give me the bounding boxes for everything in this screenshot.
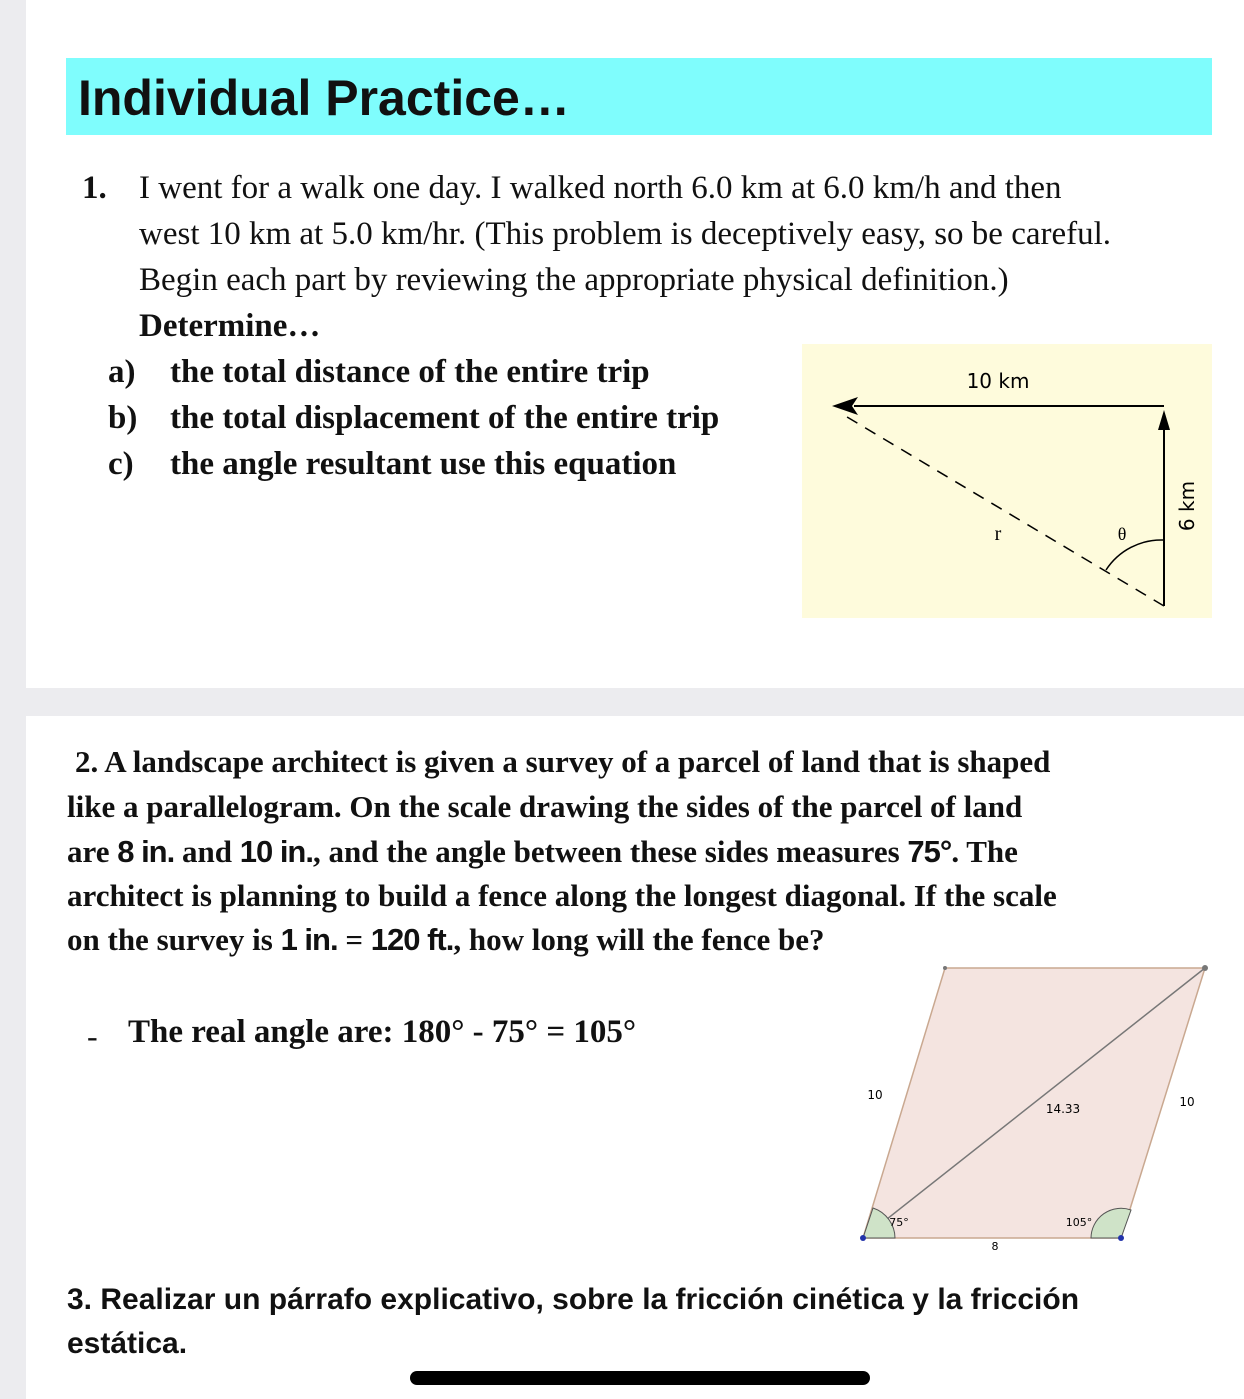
q2-scale-120ft: 120 ft. (370, 922, 454, 957)
question-2-line-5 (67, 922, 825, 958)
q2-line3-g: . The (951, 834, 1018, 869)
real-angle-text: The real angle are: 180° - 75° = 105° (128, 1014, 637, 1050)
label-left-side: 10 (867, 1088, 883, 1102)
question-2-line-2: like a parallelogram. On the scale drawing the sides of the parcel of land (67, 789, 1023, 824)
question-1-determine: Determine… (139, 308, 321, 344)
label-angle-75: 75° (889, 1216, 909, 1229)
label-10km: 10 km (966, 369, 1030, 393)
label-bottom: 8 (991, 1240, 999, 1253)
q2-line5-a: on the survey is (67, 922, 281, 957)
home-indicator[interactable] (410, 1371, 870, 1385)
label-diagonal: 14.33 (1045, 1102, 1081, 1116)
title-banner (66, 58, 1212, 135)
label-r: r (994, 523, 1002, 545)
q2-line5-c: = (337, 922, 371, 957)
north-arrowhead (1158, 410, 1170, 430)
part-b-text: the total displacement of the entire trip (170, 400, 720, 436)
question-1-line-2: west 10 km at 5.0 km/hr. (This problem is deceptively easy, so be careful. (139, 216, 1112, 252)
vector-diagram-svg (802, 344, 1212, 618)
label-theta: θ (1117, 524, 1127, 544)
question-2-line-1: 2. A landscape architect is given a survey of a parcel of land that is shaped (75, 744, 1051, 779)
parallelogram-svg (855, 960, 1215, 1260)
q2-line3-a: are (67, 834, 118, 869)
q2-angle-75: 75° (907, 834, 952, 869)
q2-side-8in: 8 in. (117, 834, 175, 869)
question-2-line-4: architect is planning to build a fence along the longest diagonal. If the scale (67, 878, 1057, 913)
question-3-line-1: 3. Realizar un párrafo explicativo, sobre la fricción cinética y la fricción (67, 1283, 1080, 1316)
question-2-line-3 (67, 834, 1018, 870)
vertex-a (860, 1235, 866, 1241)
bullet-dash: - (87, 1018, 98, 1054)
part-a-text: the total distance of the entire trip (170, 354, 650, 390)
q2-line3-c: and (174, 834, 240, 869)
part-c-text: the angle resultant use this equation (170, 446, 677, 482)
q2-line5-e: , how long will the fence be? (453, 922, 825, 957)
question-1-line-3: Begin each part by reviewing the appropriate physical definition.) (139, 262, 1009, 298)
vertex-c (1202, 965, 1208, 971)
resultant-vector (842, 414, 1164, 606)
vector-diagram (802, 344, 1212, 618)
label-6km: 6 km (1175, 480, 1199, 532)
label-right-side: 10 (1179, 1095, 1195, 1109)
label-angle-105: 105° (1065, 1216, 1093, 1229)
page-title: Individual Practice… (78, 70, 570, 126)
part-c-letter: c) (108, 446, 134, 482)
question-1-line-1: I went for a walk one day. I walked north 6.0 km at 6.0 km/h and then (139, 170, 1062, 206)
vertex-b (1118, 1235, 1124, 1241)
q2-line3-e: , and the angle between these sides measures (312, 834, 908, 869)
q2-scale-1in: 1 in. (280, 922, 338, 957)
part-a-letter: a) (108, 354, 136, 390)
part-b-letter: b) (108, 400, 138, 436)
q2-side-10in: 10 in. (239, 834, 313, 869)
vertex-d (943, 966, 947, 970)
question-1-number: 1. (82, 170, 107, 206)
theta-arc (1106, 540, 1164, 570)
parallelogram-diagram (855, 960, 1215, 1260)
question-3-line-2: estática. (67, 1327, 188, 1360)
